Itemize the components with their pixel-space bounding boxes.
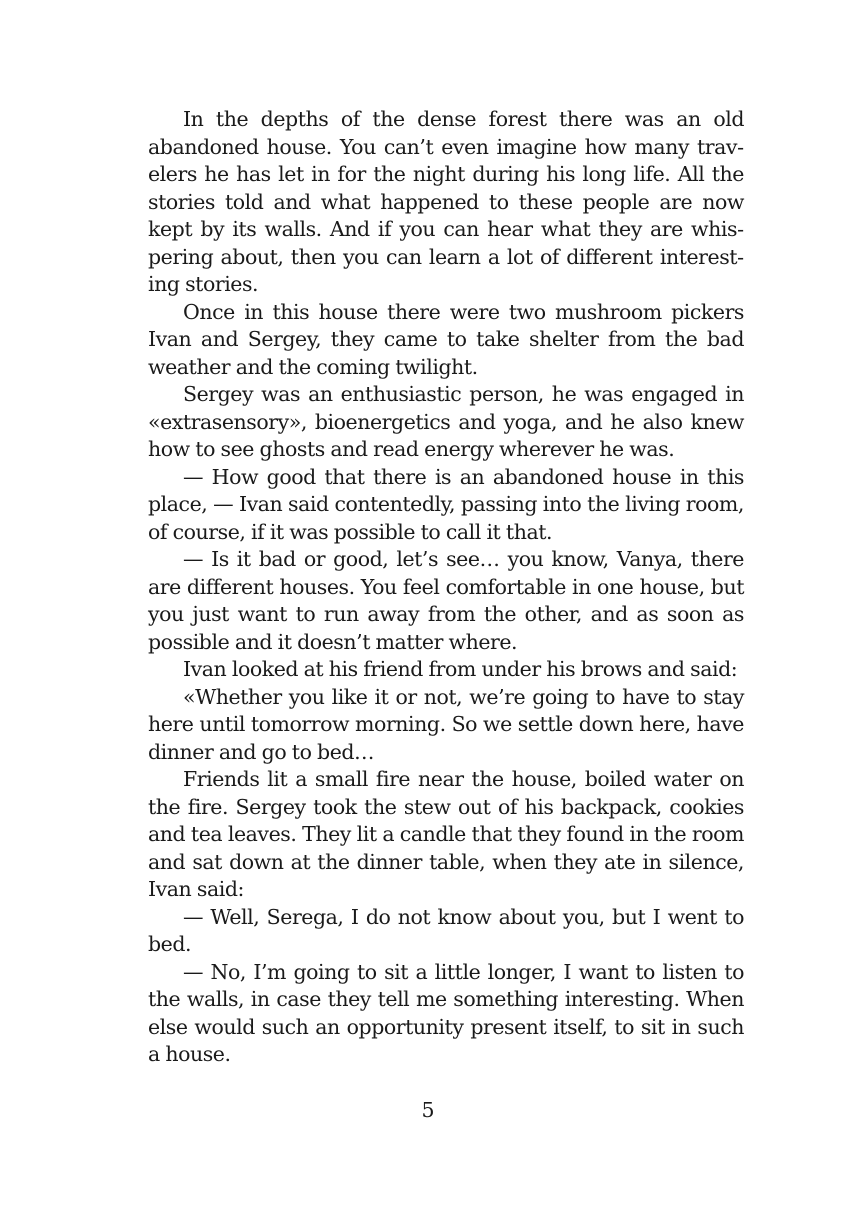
paragraph: — Well, Serega, I do not know about you, but I went to bed. — [148, 904, 744, 956]
paragraph: — No, I’m going to sit a little longer, I want to listen to the walls, in case they tell me something interesting. When else would such an opportunity present itself, to sit in such a house. — [148, 959, 744, 1066]
paragraph: — How good that there is an abandoned house in this place, — Ivan said contentedly, passing into the living room, of course, if it was possible to call it that. — [148, 464, 744, 544]
page-number: 5 — [421, 1098, 435, 1122]
paragraph: Sergey was an enthusiastic person, he was engaged in «extrasensory», bioenergetics and yoga, and he also knew how to see ghosts and read energy wherever he was. — [148, 382, 744, 461]
paragraph: Once in this house there were two mushroom pickers Ivan and Sergey, they came to take shelter from the bad weather and the coming twilight. — [148, 299, 744, 379]
paragraph: «Whether you like it or not, we’re going to have to stay here until tomorrow morning. So we settle down here, have dinner and go to bed… — [148, 684, 744, 764]
paragraph: Ivan looked at his friend from under his brows and said: — [183, 657, 738, 681]
paragraph: In the depths of the dense forest there was an old abandoned house. You can’t even imagine how many travelers he has let in for the night during his long life. All the stories told and what happened to these people are now kept by its walls. And if you can hear what they are whispering about, then you can learn a lot of different interesting stories. — [148, 107, 744, 296]
paragraph: Friends lit a small fire near the house, boiled water on the fire. Sergey took the stew out of his backpack, cookies and tea leaves. They lit a candle that they found in the room and sat down at the dinner table, when they ate in silence, Ivan said: — [148, 767, 744, 901]
body-text — [148, 106, 744, 1069]
paragraph: — Is it bad or good, let’s see… you know, Vanya, there are different houses. You feel comfortable in one house, but you just want to run away from the other, and as soon as possible and it doesn’t matter where. — [148, 547, 744, 654]
